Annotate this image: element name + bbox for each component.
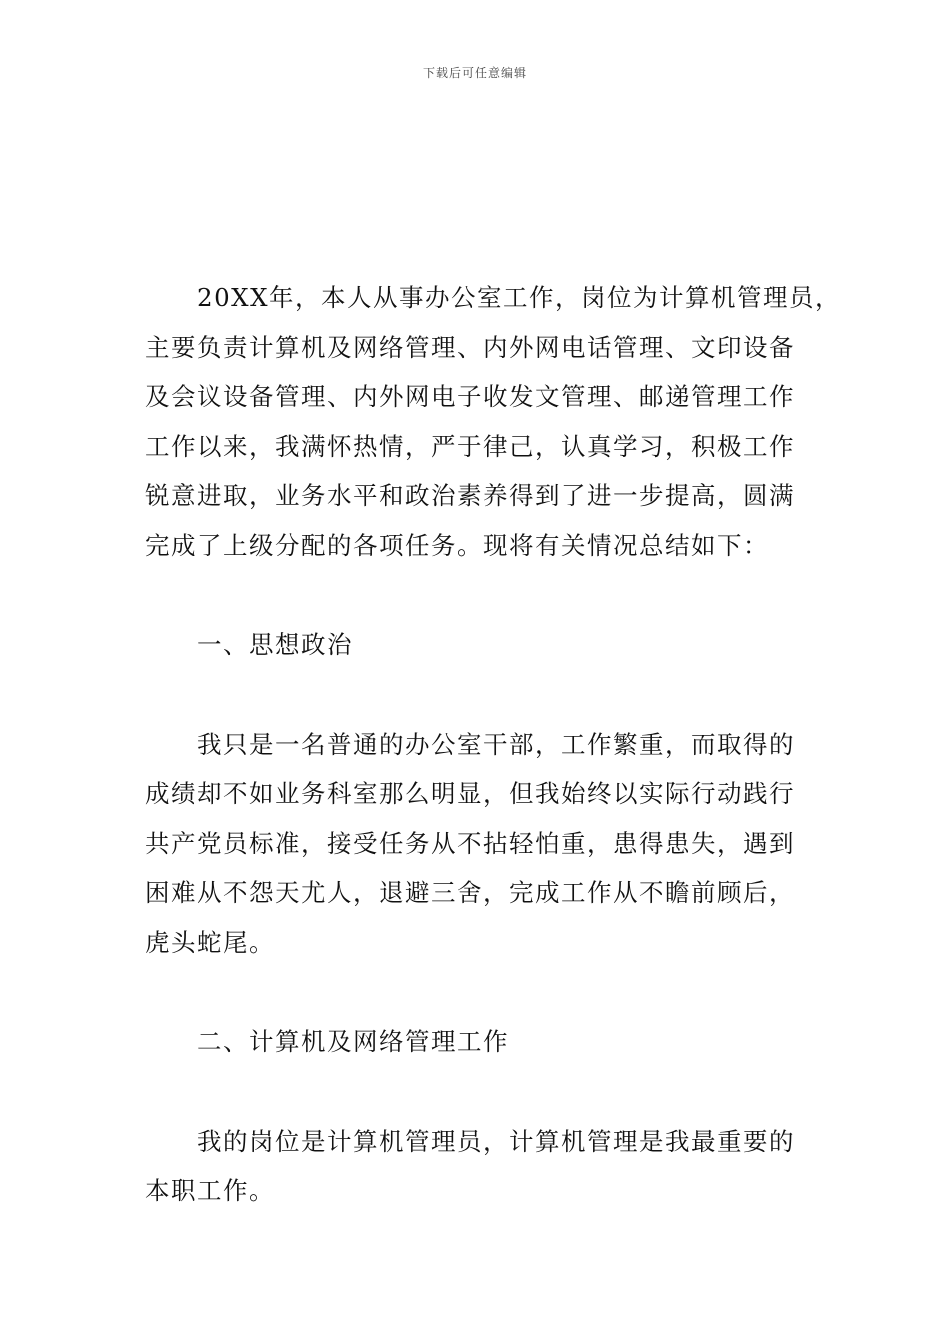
paragraph-computer bbox=[145, 1117, 815, 1216]
text-line: 锐意进取，业务水平和政治素养得到了进一步提高，圆满 bbox=[145, 481, 795, 510]
text-line: 完成了上级分配的各项任务。现将有关情况总结如下： bbox=[145, 530, 769, 560]
text-line: 我只是一名普通的办公室干部，工作繁重，而取得的 bbox=[197, 729, 795, 759]
text-line: 困难从不怨天尤人，退避三舍，完成工作从不瞻前顾后， bbox=[145, 878, 795, 907]
paragraph-spacer bbox=[145, 1067, 815, 1117]
paragraph-intro bbox=[145, 273, 842, 570]
paragraph-ideology bbox=[145, 720, 815, 968]
text-line: 工作以来，我满怀热情，严于律己，认真学习，积极工作 bbox=[145, 431, 795, 461]
document-body bbox=[145, 273, 842, 1216]
paragraph-spacer bbox=[145, 570, 815, 620]
text-line: 主要负责计算机及网络管理、内外网电话管理、文印设备 bbox=[145, 332, 795, 362]
text-line: 共产党员标准，接受任务从不拈轻怕重，患得患失，遇到 bbox=[145, 828, 795, 858]
text-line: 我的岗位是计算机管理员，计算机管理是我最重要的 bbox=[197, 1126, 795, 1156]
text-line: 成绩却不如业务科室那么明显，但我始终以实际行动践行 bbox=[145, 779, 795, 808]
paragraph-spacer bbox=[145, 967, 815, 1017]
text-line: 及会议设备管理、内外网电子收发文管理、邮递管理工作 bbox=[145, 382, 795, 411]
page-header: 下载后可任意编辑 bbox=[422, 66, 527, 80]
text-line: 本职工作。 bbox=[145, 1176, 275, 1205]
text-line: 虎头蛇尾。 bbox=[145, 927, 275, 957]
text-line: 20XX年，本人从事办公室工作，岗位为计算机管理员， bbox=[197, 283, 842, 312]
paragraph-spacer bbox=[145, 670, 815, 720]
section-heading-ideology: 一、思想政治 bbox=[197, 630, 353, 659]
section-heading-computer: 二、计算机及网络管理工作 bbox=[197, 1027, 509, 1056]
